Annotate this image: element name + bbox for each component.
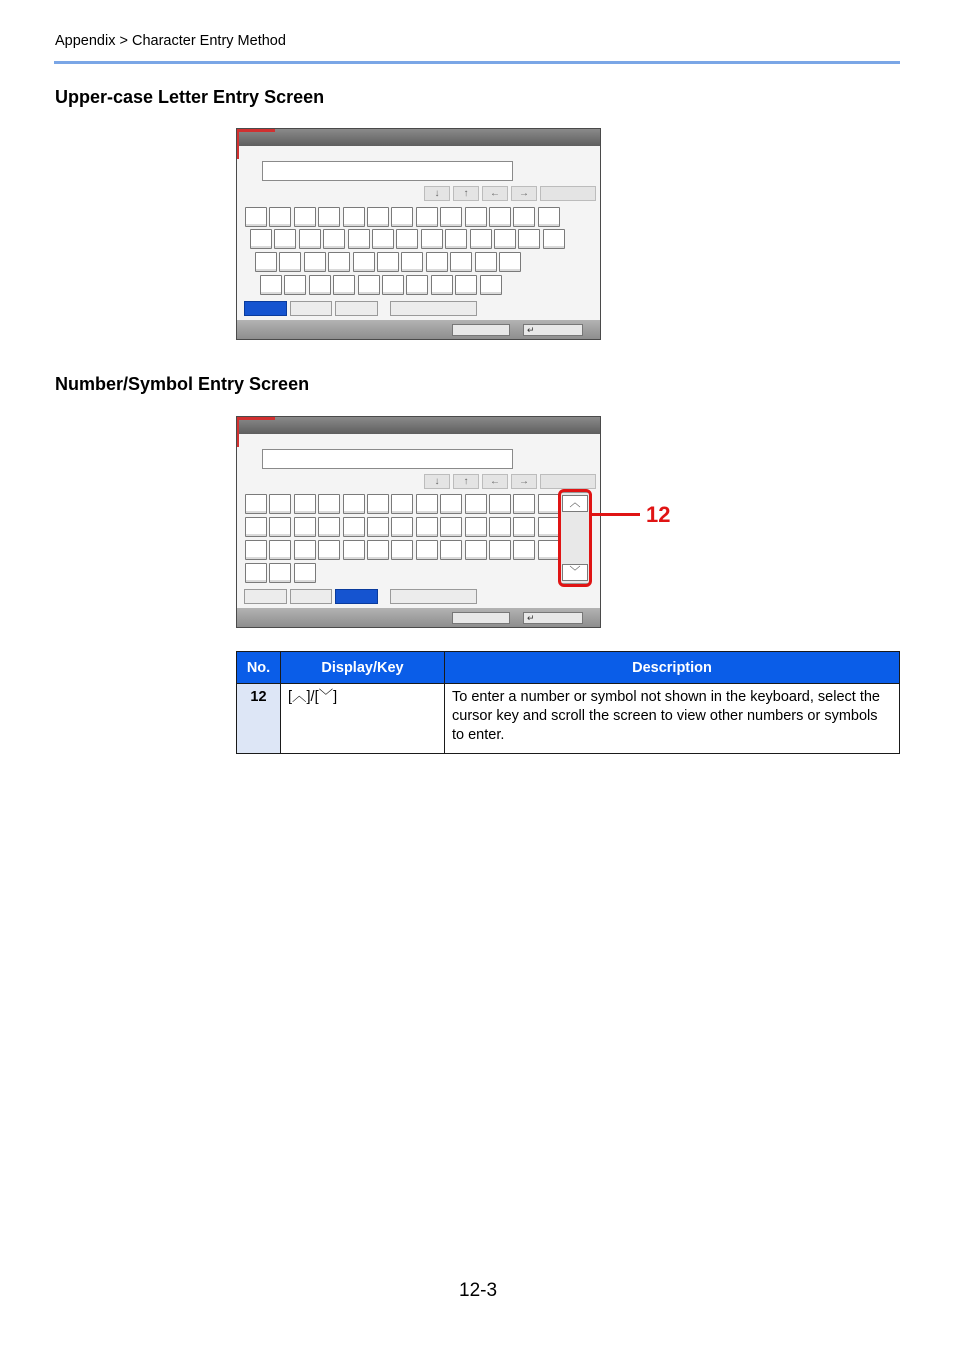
mode-lower-case-button[interactable] [290, 589, 332, 604]
keyboard-key[interactable] [348, 229, 370, 249]
keyboard-key[interactable] [269, 517, 291, 537]
keyboard-key[interactable] [343, 207, 365, 227]
keyboard-key[interactable] [245, 563, 267, 583]
keyboard-key[interactable] [391, 207, 413, 227]
keyboard-key[interactable] [431, 275, 453, 295]
section-title-number-symbol: Number/Symbol Entry Screen [55, 374, 310, 394]
keyboard-key[interactable] [274, 229, 296, 249]
keyboard-key[interactable] [382, 275, 404, 295]
backspace-key[interactable] [540, 474, 596, 489]
table-row [237, 684, 900, 754]
mode-number-symbol-button[interactable] [335, 301, 378, 316]
keyboard-key[interactable] [294, 540, 316, 560]
screen-red-side [237, 129, 239, 159]
row-display-key: [︿]/[﹀] [281, 684, 445, 754]
keyboard-key[interactable] [323, 229, 345, 249]
table-header-row [237, 652, 900, 684]
keyboard-key[interactable] [391, 540, 413, 560]
keyboard-key[interactable] [269, 207, 291, 227]
keyboard-key[interactable] [538, 517, 560, 537]
keyboard-key[interactable] [299, 229, 321, 249]
keyboard-key[interactable] [328, 252, 350, 272]
keyboard-key[interactable] [426, 252, 448, 272]
keyboard-key[interactable] [416, 540, 438, 560]
row-description: To enter a number or symbol not shown in the keyboard, select the cursor key and scroll the screen to view other numbers or symbols to enter. [445, 684, 900, 754]
keyboard-key[interactable] [367, 207, 389, 227]
keyboard-key[interactable] [489, 540, 511, 560]
keyboard-key[interactable] [518, 229, 540, 249]
keyboard-key[interactable] [245, 207, 267, 227]
cursor-left-key[interactable]: ← [482, 474, 508, 489]
keyboard-key[interactable] [367, 517, 389, 537]
cursor-right-key[interactable]: → [511, 186, 537, 201]
keyboard-key[interactable] [538, 207, 560, 227]
keyboard-key[interactable] [440, 540, 462, 560]
keyboard-key[interactable] [269, 494, 291, 514]
keyboard-key[interactable] [513, 494, 535, 514]
header-no: No. [237, 652, 281, 684]
text-entry-field[interactable] [262, 161, 513, 181]
keyboard-key[interactable] [440, 494, 462, 514]
keyboard-key[interactable] [543, 229, 565, 249]
page-number: 12-3 [459, 1280, 498, 1301]
keyboard-key[interactable] [250, 229, 272, 249]
keyboard-key[interactable] [480, 275, 502, 295]
keyboard-key[interactable] [318, 207, 340, 227]
keyboard-key[interactable] [421, 229, 443, 249]
keyboard-key[interactable] [245, 540, 267, 560]
keyboard-key[interactable] [377, 252, 399, 272]
cursor-up-key[interactable]: ↑ [453, 474, 479, 489]
keyboard-key[interactable] [260, 275, 282, 295]
keyboard-key[interactable] [372, 229, 394, 249]
keyboard-key[interactable] [499, 252, 521, 272]
keyboard-key[interactable] [269, 563, 291, 583]
keyboard-key[interactable] [318, 540, 340, 560]
callout-number: 12 [646, 502, 671, 527]
scroll-up-button[interactable]: ︿ [562, 495, 588, 512]
keyboard-key[interactable] [294, 207, 316, 227]
keyboard-key[interactable] [450, 252, 472, 272]
keyboard-key[interactable] [333, 275, 355, 295]
screen-title-bar [237, 129, 600, 146]
keyboard-key[interactable] [309, 275, 331, 295]
upper-case-entry-screen [236, 128, 601, 340]
keyboard-key[interactable] [465, 494, 487, 514]
cursor-down-key[interactable]: ↓ [424, 186, 450, 201]
cursor-up-key[interactable]: ↑ [453, 186, 479, 201]
header-display-key: Display/Key [281, 652, 445, 684]
space-key[interactable] [390, 589, 477, 604]
keyboard-key[interactable] [358, 275, 380, 295]
keyboard-key[interactable] [396, 229, 418, 249]
screen-red-marker [237, 417, 275, 420]
cursor-down-key[interactable]: ↓ [424, 474, 450, 489]
ok-button[interactable]: ↵ [523, 612, 583, 624]
keyboard-key[interactable] [513, 517, 535, 537]
mode-number-symbol-button[interactable] [335, 589, 378, 604]
keyboard-key[interactable] [367, 494, 389, 514]
cancel-button[interactable] [452, 324, 510, 336]
callout-highlight-box [558, 489, 592, 587]
keyboard-key[interactable] [538, 540, 560, 560]
keyboard-key[interactable] [489, 494, 511, 514]
text-entry-field[interactable] [262, 449, 513, 469]
keyboard-key[interactable] [513, 540, 535, 560]
keyboard-key[interactable] [416, 494, 438, 514]
scroll-down-button[interactable]: ﹀ [562, 564, 588, 581]
keyboard-key[interactable] [353, 252, 375, 272]
keyboard-key[interactable] [538, 494, 560, 514]
keyboard-key[interactable] [416, 517, 438, 537]
keyboard-key[interactable] [294, 563, 316, 583]
keyboard-key[interactable] [445, 229, 467, 249]
keyboard-key[interactable] [294, 517, 316, 537]
header-rule [54, 61, 900, 64]
keyboard-key[interactable] [489, 517, 511, 537]
breadcrumb: Appendix > Character Entry Method [55, 33, 286, 49]
keyboard-key[interactable] [465, 517, 487, 537]
keyboard-key[interactable] [470, 229, 492, 249]
keyboard-key[interactable] [294, 494, 316, 514]
ok-button[interactable]: ↵ [523, 324, 583, 336]
keyboard-key[interactable] [465, 207, 487, 227]
keyboard-key[interactable] [343, 517, 365, 537]
keyboard-key[interactable] [269, 540, 291, 560]
keyboard-key[interactable] [245, 517, 267, 537]
keyboard-key[interactable] [489, 207, 511, 227]
section-title-upper-case: Upper-case Letter Entry Screen [55, 87, 325, 107]
cursor-right-key[interactable]: → [511, 474, 537, 489]
keyboard-key[interactable] [284, 275, 306, 295]
keyboard-key[interactable] [343, 540, 365, 560]
backspace-key[interactable] [540, 186, 596, 201]
space-key[interactable] [390, 301, 477, 316]
mode-lower-case-button[interactable] [290, 301, 332, 316]
row-no: 12 [237, 684, 281, 754]
keyboard-key[interactable] [475, 252, 497, 272]
keyboard-key[interactable] [343, 494, 365, 514]
keyboard-key[interactable] [255, 252, 277, 272]
cursor-left-key[interactable]: ← [482, 186, 508, 201]
keyboard-key[interactable] [279, 252, 301, 272]
keyboard-key[interactable] [465, 540, 487, 560]
keyboard-key[interactable] [391, 517, 413, 537]
screen-red-marker [237, 129, 275, 132]
keyboard-key[interactable] [494, 229, 516, 249]
keyboard-key[interactable] [513, 207, 535, 227]
keyboard-key[interactable] [440, 207, 462, 227]
screen-red-side [237, 417, 239, 447]
keyboard-key[interactable] [391, 494, 413, 514]
header-description: Description [445, 652, 900, 684]
description-table [236, 651, 900, 754]
keyboard-key[interactable] [406, 275, 428, 295]
mode-upper-case-button[interactable] [244, 301, 287, 316]
keyboard-key[interactable] [440, 517, 462, 537]
keyboard-key[interactable] [416, 207, 438, 227]
keyboard-key[interactable] [245, 494, 267, 514]
keyboard-key[interactable] [304, 252, 326, 272]
cancel-button[interactable] [452, 612, 510, 624]
keyboard-key[interactable] [367, 540, 389, 560]
mode-upper-case-button[interactable] [244, 589, 287, 604]
screen-title-bar [237, 417, 600, 434]
keyboard-key[interactable] [455, 275, 477, 295]
keyboard-key[interactable] [318, 517, 340, 537]
keyboard-key[interactable] [401, 252, 423, 272]
keyboard-key[interactable] [318, 494, 340, 514]
callout-line [590, 513, 640, 516]
number-symbol-entry-screen [236, 416, 601, 628]
